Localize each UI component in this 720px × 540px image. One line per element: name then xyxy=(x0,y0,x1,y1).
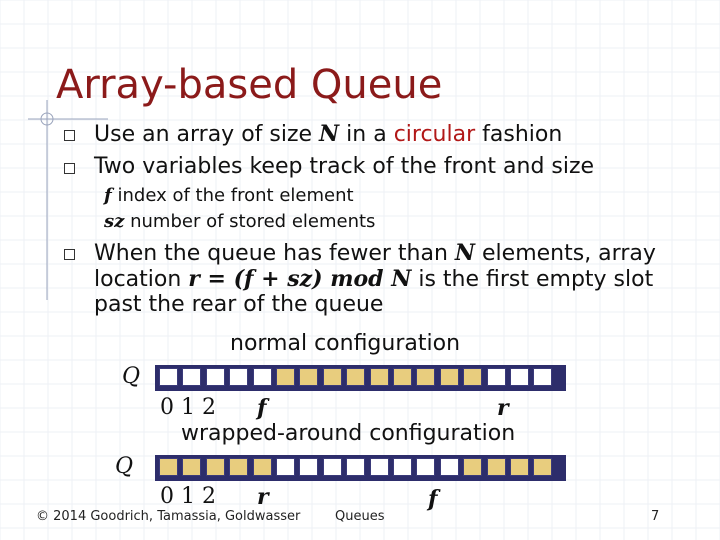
sub-item-front-var: f xyxy=(104,185,112,206)
wrapped-array-cell xyxy=(510,458,529,476)
bullet-1-post: fashion xyxy=(475,122,563,147)
footer-topic: Queues xyxy=(335,509,385,524)
normal-rear-marker xyxy=(497,395,509,421)
bullet-1-pre: Use an array of size xyxy=(94,122,320,147)
normal-array-cell xyxy=(229,368,248,386)
sub-item-size xyxy=(104,211,375,232)
wrapped-front-var: f xyxy=(428,486,438,512)
bullet-3-l1-pre: When the queue has fewer than xyxy=(94,241,455,266)
wrapped-array-cell xyxy=(323,458,342,476)
wrapped-array-cell xyxy=(346,458,365,476)
array-label-wrapped: Q xyxy=(115,454,134,479)
wrapped-array-cell xyxy=(299,458,318,476)
normal-array-cell xyxy=(510,368,529,386)
bullet-array-size xyxy=(94,121,562,148)
normal-array-cell xyxy=(487,368,506,386)
bullet-3-line-3: past the rear of the queue xyxy=(94,292,384,317)
sub-item-front-text: index of the front element xyxy=(117,185,354,206)
array-label-normal: Q xyxy=(122,364,141,389)
wrapped-array-cell xyxy=(463,458,482,476)
normal-array-cell xyxy=(182,368,201,386)
bullet-3-line-1 xyxy=(94,240,656,267)
normal-array-cell xyxy=(463,368,482,386)
wrapped-configuration-caption: wrapped-around configuration xyxy=(181,421,516,446)
bullet-1-var: N xyxy=(319,121,340,147)
footer-copyright: © 2014 Goodrich, Tamassia, Goldwasser xyxy=(36,509,301,524)
normal-configuration-caption: normal configuration xyxy=(230,331,461,356)
normal-array-cell xyxy=(276,368,295,386)
normal-front-var: f xyxy=(257,395,267,421)
normal-array-cell xyxy=(253,368,272,386)
normal-array-cell xyxy=(323,368,342,386)
normal-array-cell xyxy=(416,368,435,386)
bullet-3-formula: r = (f + sz) mod N xyxy=(188,266,412,292)
wrapped-array-cell xyxy=(370,458,389,476)
wrapped-array-cell xyxy=(229,458,248,476)
normal-index-digits: 0 1 2 xyxy=(160,395,216,420)
wrapped-array-cell xyxy=(393,458,412,476)
sub-item-size-text: number of stored elements xyxy=(130,211,376,232)
bullet-1-highlight: circular xyxy=(393,122,476,147)
bullet-3-line-2 xyxy=(94,266,653,293)
wrapped-array-cell xyxy=(487,458,506,476)
bullet-3-l2-post: is the first empty slot xyxy=(418,267,654,292)
normal-array-cell xyxy=(159,368,178,386)
wrapped-array-cell xyxy=(253,458,272,476)
wrapped-array-cell xyxy=(276,458,295,476)
bullet-two-variables: Two variables keep track of the front and size xyxy=(94,154,595,179)
wrapped-rear-var: r xyxy=(257,484,269,510)
bullet-3-l1-var: N xyxy=(454,240,476,266)
wrapped-array-cell xyxy=(182,458,201,476)
wrapped-array xyxy=(155,455,566,481)
normal-array-cell xyxy=(533,368,552,386)
wrapped-array-cell xyxy=(206,458,225,476)
normal-rear-var: r xyxy=(497,395,509,421)
normal-array-cell xyxy=(206,368,225,386)
wrapped-index-digits: 0 1 2 xyxy=(160,484,216,509)
wrapped-array-cell xyxy=(533,458,552,476)
wrapped-front-marker xyxy=(428,486,437,512)
sub-item-size-var: sz xyxy=(104,211,125,232)
normal-array-cell xyxy=(346,368,365,386)
footer-page-number: 7 xyxy=(651,509,660,524)
bullet-3-l2-pre: location xyxy=(94,267,189,292)
wrapped-array-cell xyxy=(416,458,435,476)
normal-array-cell xyxy=(299,368,318,386)
bullet-1-mid: in a xyxy=(339,122,394,147)
normal-array-cell xyxy=(440,368,459,386)
normal-array-cell xyxy=(393,368,412,386)
wrapped-array-cell xyxy=(440,458,459,476)
normal-array xyxy=(155,365,566,391)
bullet-square-icon xyxy=(64,130,75,141)
wrapped-rear-marker xyxy=(257,484,269,510)
normal-front-marker xyxy=(257,395,266,421)
bullet-square-icon xyxy=(64,163,75,174)
slide-title: Array-based Queue xyxy=(56,62,443,108)
wrapped-array-cell xyxy=(159,458,178,476)
normal-array-cell xyxy=(370,368,389,386)
sub-item-front xyxy=(104,185,354,206)
bullet-square-icon xyxy=(64,249,75,260)
bullet-3-l1-post: elements, array xyxy=(475,241,656,266)
